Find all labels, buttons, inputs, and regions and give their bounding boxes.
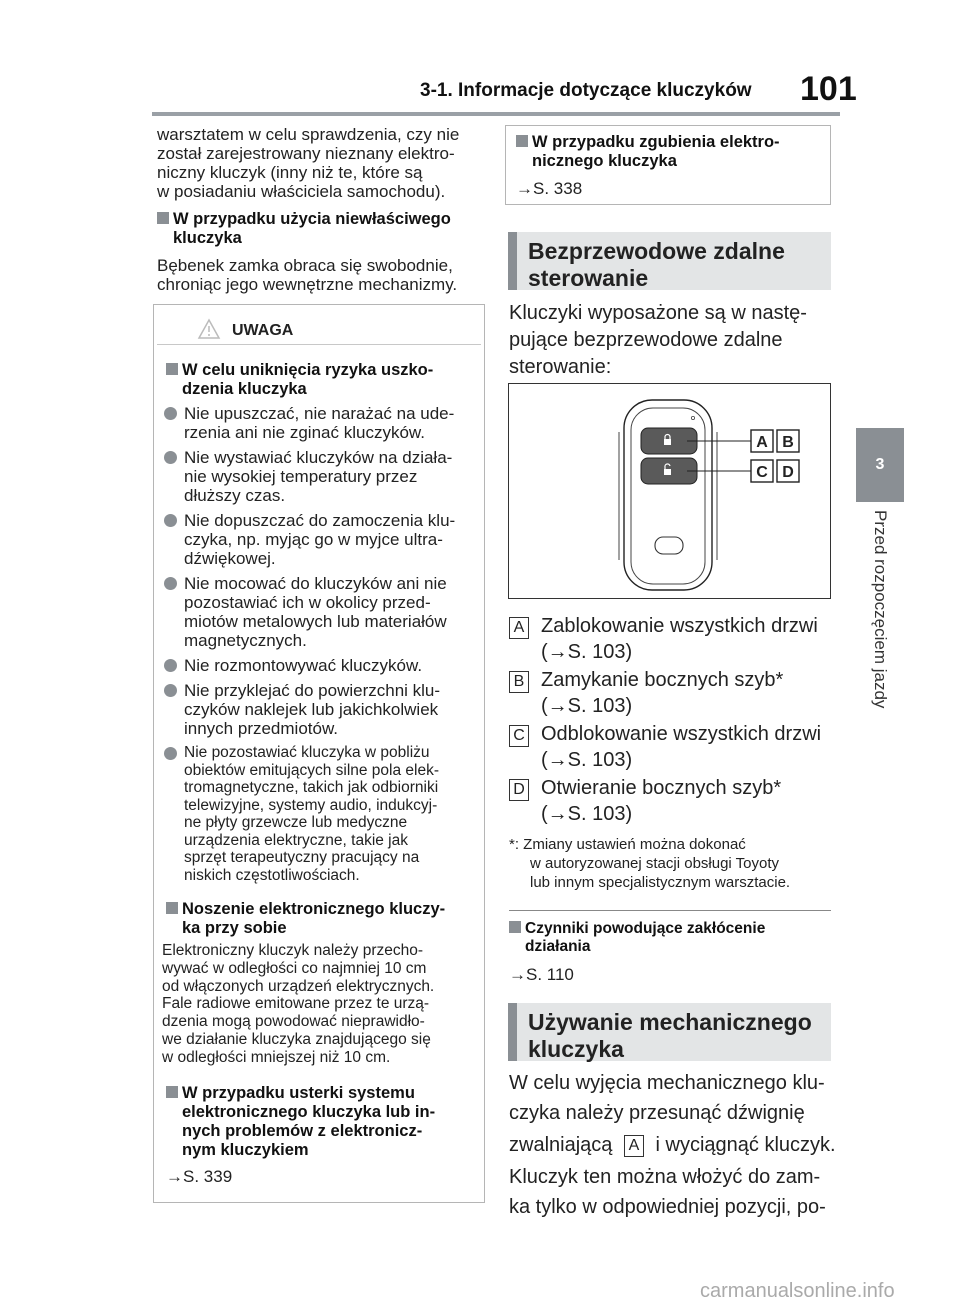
square-bullet-icon	[166, 363, 178, 375]
caution-bullets	[162, 404, 480, 890]
item-text: Zablokowanie wszystkich drzwi	[541, 615, 818, 637]
wireless-intro: Kluczyki wyposażone są w nastę- pujące bezprzewodowe zdalne sterowanie:	[509, 302, 807, 378]
item-letter: D	[509, 779, 529, 801]
item-letter: B	[509, 671, 529, 693]
figure-label-a: A	[756, 434, 768, 451]
figure-label-d: D	[782, 464, 794, 481]
key-fob-figure	[508, 383, 831, 599]
square-bullet-icon	[157, 212, 169, 224]
item-text: Odblokowanie wszystkich drzwi	[541, 723, 822, 745]
lost-key-ref-link[interactable]: →S. 338	[516, 179, 583, 198]
list-item: Nie przyklejać do powierzchni klu- czyków naklejek lub jakichkolwiek innych przedmiotów.	[162, 681, 480, 738]
page-number: 101	[800, 70, 857, 108]
misuse-text: Bębenek zamka obraca się swobodnie, chroniąc jego wewnętrzne mechanizmy.	[157, 256, 458, 294]
misuse-heading: W przypadku użycia niewłaściwego kluczyka	[157, 210, 487, 248]
chapter-number: 3	[875, 456, 885, 473]
item-ref-link[interactable]: (→S. 103)	[541, 641, 633, 663]
intro-paragraph: warsztatem w celu sprawdzenia, czy nie został zarejestrowany nieznany elektro- niczny kluczyk (inny niż te, które są w posiadaniu właściciela samochodu).	[157, 125, 460, 201]
header-rule	[152, 112, 840, 116]
item-letter: C	[509, 725, 529, 747]
malfunction-heading: W przypadku usterki systemu elektronicznego kluczyka lub in- nych problemów z elektronicz- nym kluczykiem	[166, 1084, 478, 1160]
caution-title: UWAGA	[232, 322, 294, 339]
list-item: Nie wystawiać kluczyków na działa- nie wysokiej temperatury przez dłuższy czas.	[162, 448, 480, 505]
divider	[509, 910, 831, 911]
list-item: Nie upuszczać, nie narażać na ude- rzenia ani nie zginać kluczyków.	[162, 404, 480, 442]
key-fob-illustration	[509, 384, 830, 598]
footnote: *: Zmiany ustawień można dokonać w autoryzowanej stacji obsługi Toyoty lub innym specjalistycznym warsztacie.	[509, 836, 791, 891]
malfunction-ref-link[interactable]: →S. 339	[166, 1167, 233, 1186]
lost-key-heading: W przypadku zgubienia elektro- nicznego kluczyka	[516, 133, 826, 171]
interference-heading: Czynniki powodujące zakłócenie działania	[509, 920, 831, 956]
damage-heading: W celu uniknięcia ryzyka uszko- dzenia kluczyka	[166, 361, 478, 399]
item-text: Zamykanie bocznych szyb*	[541, 669, 784, 691]
interference-ref-link[interactable]: →S. 110	[509, 965, 574, 984]
mechanical-text: W celu wyjęcia mechanicznego klu- czyka należy przesunąć dźwignię zwalniającą A i wyciągnąć kluczyk. Kluczyk ten można włożyć do zam- ka tylko w odpowiedniej pozycji, po-	[509, 1072, 836, 1218]
list-item: Nie mocować do kluczyków ani nie pozostawiać ich w okolicy przed- miotów metalowych lub materiałów magnetycznych.	[162, 574, 480, 650]
item-text: Otwieranie bocznych szyb*	[541, 777, 782, 799]
chapter-tab[interactable]	[856, 428, 904, 502]
item-ref-link[interactable]: (→S. 103)	[541, 803, 633, 825]
inline-letter: A	[624, 1135, 644, 1157]
section-title: 3-1. Informacje dotyczące kluczyków	[420, 80, 752, 101]
item-ref-link[interactable]: (→S. 103)	[541, 749, 633, 771]
figure-label-c: C	[756, 464, 768, 481]
warning-triangle-icon	[197, 318, 221, 345]
square-bullet-icon	[509, 921, 521, 933]
square-bullet-icon	[166, 1086, 178, 1098]
square-bullet-icon	[166, 902, 178, 914]
carry-heading: Noszenie elektronicznego kluczy- ka przy sobie	[166, 900, 478, 938]
square-bullet-icon	[516, 135, 528, 147]
item-ref-link[interactable]: (→S. 103)	[541, 695, 633, 717]
list-item: Nie pozostawiać kluczyka w pobliżu obiektów emitujących silne pola elek- tromagnetyczne, takich jak odbiorniki telewizyjne, systemy audio, indukcyj- ne płyty grzewcze lub medyczne urządzenia elektryczne, takie jak sprzęt terapeutyczny pracujący na niskich częstotliwościach.	[162, 744, 480, 884]
figure-label-b: B	[782, 434, 794, 451]
chapter-title: Przed rozpoczęciem jazdy	[871, 510, 890, 709]
carry-text: Elektroniczny kluczyk należy przecho- wywać w odległości co najmniej 10 cm od włączonych urządzeń elektrycznych. Fale radiowe emitowane przez te urzą- dzenia mogą powodować nieprawidło- we działanie kluczyka znajdującego się w odległości mniejszej niż 10 cm.	[162, 942, 435, 1066]
mechanical-section-header: Używanie mechanicznego kluczyka	[508, 1003, 831, 1061]
item-letter: A	[509, 617, 529, 639]
list-item: Nie dopuszczać do zamoczenia klu- czyka, np. myjąc go w myjce ultra- dźwiękowej.	[162, 511, 480, 568]
list-item: Nie rozmontowywać kluczyków.	[162, 656, 480, 675]
wireless-section-header: Bezprzewodowe zdalne sterowanie	[508, 232, 831, 290]
watermark: carmanualsonline.info	[700, 1280, 895, 1302]
